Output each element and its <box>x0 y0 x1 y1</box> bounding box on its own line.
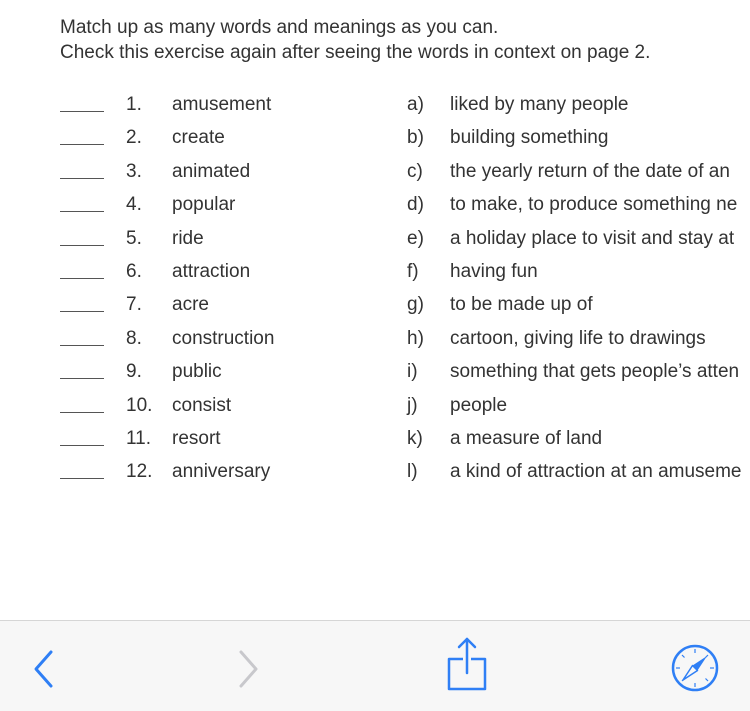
exercise-row <box>0 327 750 357</box>
meaning-letter: f) <box>407 261 419 282</box>
meaning-letter: h) <box>407 327 424 349</box>
word-number: 10. <box>126 394 153 416</box>
answer-blank[interactable] <box>60 311 104 312</box>
meaning-letter: g) <box>407 294 424 316</box>
word-number: 12. <box>126 461 153 483</box>
word-number: 4. <box>126 194 142 216</box>
answer-blank[interactable] <box>60 245 104 246</box>
word-term: create <box>172 127 225 149</box>
word-number: 11. <box>126 428 152 449</box>
meaning-text: building something <box>450 127 609 149</box>
exercise-row <box>0 427 750 457</box>
word-number: 3. <box>126 160 142 182</box>
exercise-row <box>0 93 750 123</box>
word-number: 6. <box>126 261 142 282</box>
word-number: 5. <box>126 227 142 249</box>
word-term: resort <box>172 428 221 449</box>
meaning-text: a kind of attraction at an amuseme <box>450 461 742 483</box>
meaning-text: having fun <box>450 261 538 282</box>
word-term: acre <box>172 294 209 316</box>
word-term: public <box>172 361 222 383</box>
meaning-letter: a) <box>407 94 424 115</box>
meaning-text: people <box>450 394 508 416</box>
word-term: amusement <box>172 94 272 115</box>
answer-blank[interactable] <box>60 445 104 446</box>
meaning-text: to be made up of <box>450 294 593 316</box>
word-term: animated <box>172 160 251 182</box>
instruction-line-1: Match up as many words and meanings as you can. <box>60 17 499 38</box>
answer-blank[interactable] <box>60 278 104 279</box>
meaning-letter: l) <box>407 461 418 483</box>
answer-blank[interactable] <box>60 211 104 212</box>
word-term: attraction <box>172 261 251 282</box>
answer-blank[interactable] <box>60 345 104 346</box>
word-term: anniversary <box>172 461 271 483</box>
browser-toolbar <box>0 620 750 711</box>
exercise-row <box>0 126 750 156</box>
answer-blank[interactable] <box>60 111 104 112</box>
answer-blank[interactable] <box>60 178 104 179</box>
instruction-line-2: Check this exercise again after seeing the words in context on page 2. <box>60 42 651 63</box>
forward-button[interactable] <box>212 621 282 711</box>
word-term: consist <box>172 394 232 416</box>
open-in-safari-button[interactable] <box>660 621 730 711</box>
word-term: construction <box>172 327 275 349</box>
exercise-row <box>0 193 750 223</box>
word-term: ride <box>172 227 204 249</box>
word-number: 7. <box>126 294 142 316</box>
word-number: 1. <box>126 94 142 115</box>
meaning-text: to make, to produce something ne <box>450 194 738 216</box>
exercise-row <box>0 260 750 290</box>
word-term: popular <box>172 194 236 216</box>
answer-blank[interactable] <box>60 412 104 413</box>
back-button[interactable] <box>8 621 78 711</box>
meaning-text: cartoon, giving life to drawings <box>450 327 706 349</box>
meaning-text: a holiday place to visit and stay at <box>450 227 735 249</box>
word-number: 2. <box>126 127 142 149</box>
answer-blank[interactable] <box>60 378 104 379</box>
meaning-letter: k) <box>407 428 423 449</box>
answer-blank[interactable] <box>60 478 104 479</box>
exercise-row <box>0 293 750 323</box>
meaning-text: something that gets people’s atten <box>450 361 740 383</box>
meaning-text: a measure of land <box>450 428 603 449</box>
meaning-text: the yearly return of the date of an <box>450 160 730 182</box>
answer-blank[interactable] <box>60 144 104 145</box>
exercise-row <box>0 460 750 490</box>
word-number: 9. <box>126 361 142 383</box>
exercise-row <box>0 160 750 190</box>
meaning-text: liked by many people <box>450 94 629 115</box>
meaning-letter: e) <box>407 227 424 249</box>
meaning-letter: b) <box>407 127 424 149</box>
share-button[interactable] <box>432 621 502 711</box>
chevron-left-icon <box>8 621 78 711</box>
chevron-right-icon <box>212 621 282 711</box>
exercise-row <box>0 394 750 424</box>
meaning-letter: d) <box>407 194 424 216</box>
compass-icon <box>660 621 730 711</box>
share-icon <box>432 621 502 711</box>
word-number: 8. <box>126 327 142 349</box>
exercise-row <box>0 360 750 390</box>
exercise-row <box>0 227 750 257</box>
meaning-letter: j) <box>407 394 418 416</box>
meaning-letter: i) <box>407 361 418 383</box>
meaning-letter: c) <box>407 160 423 182</box>
